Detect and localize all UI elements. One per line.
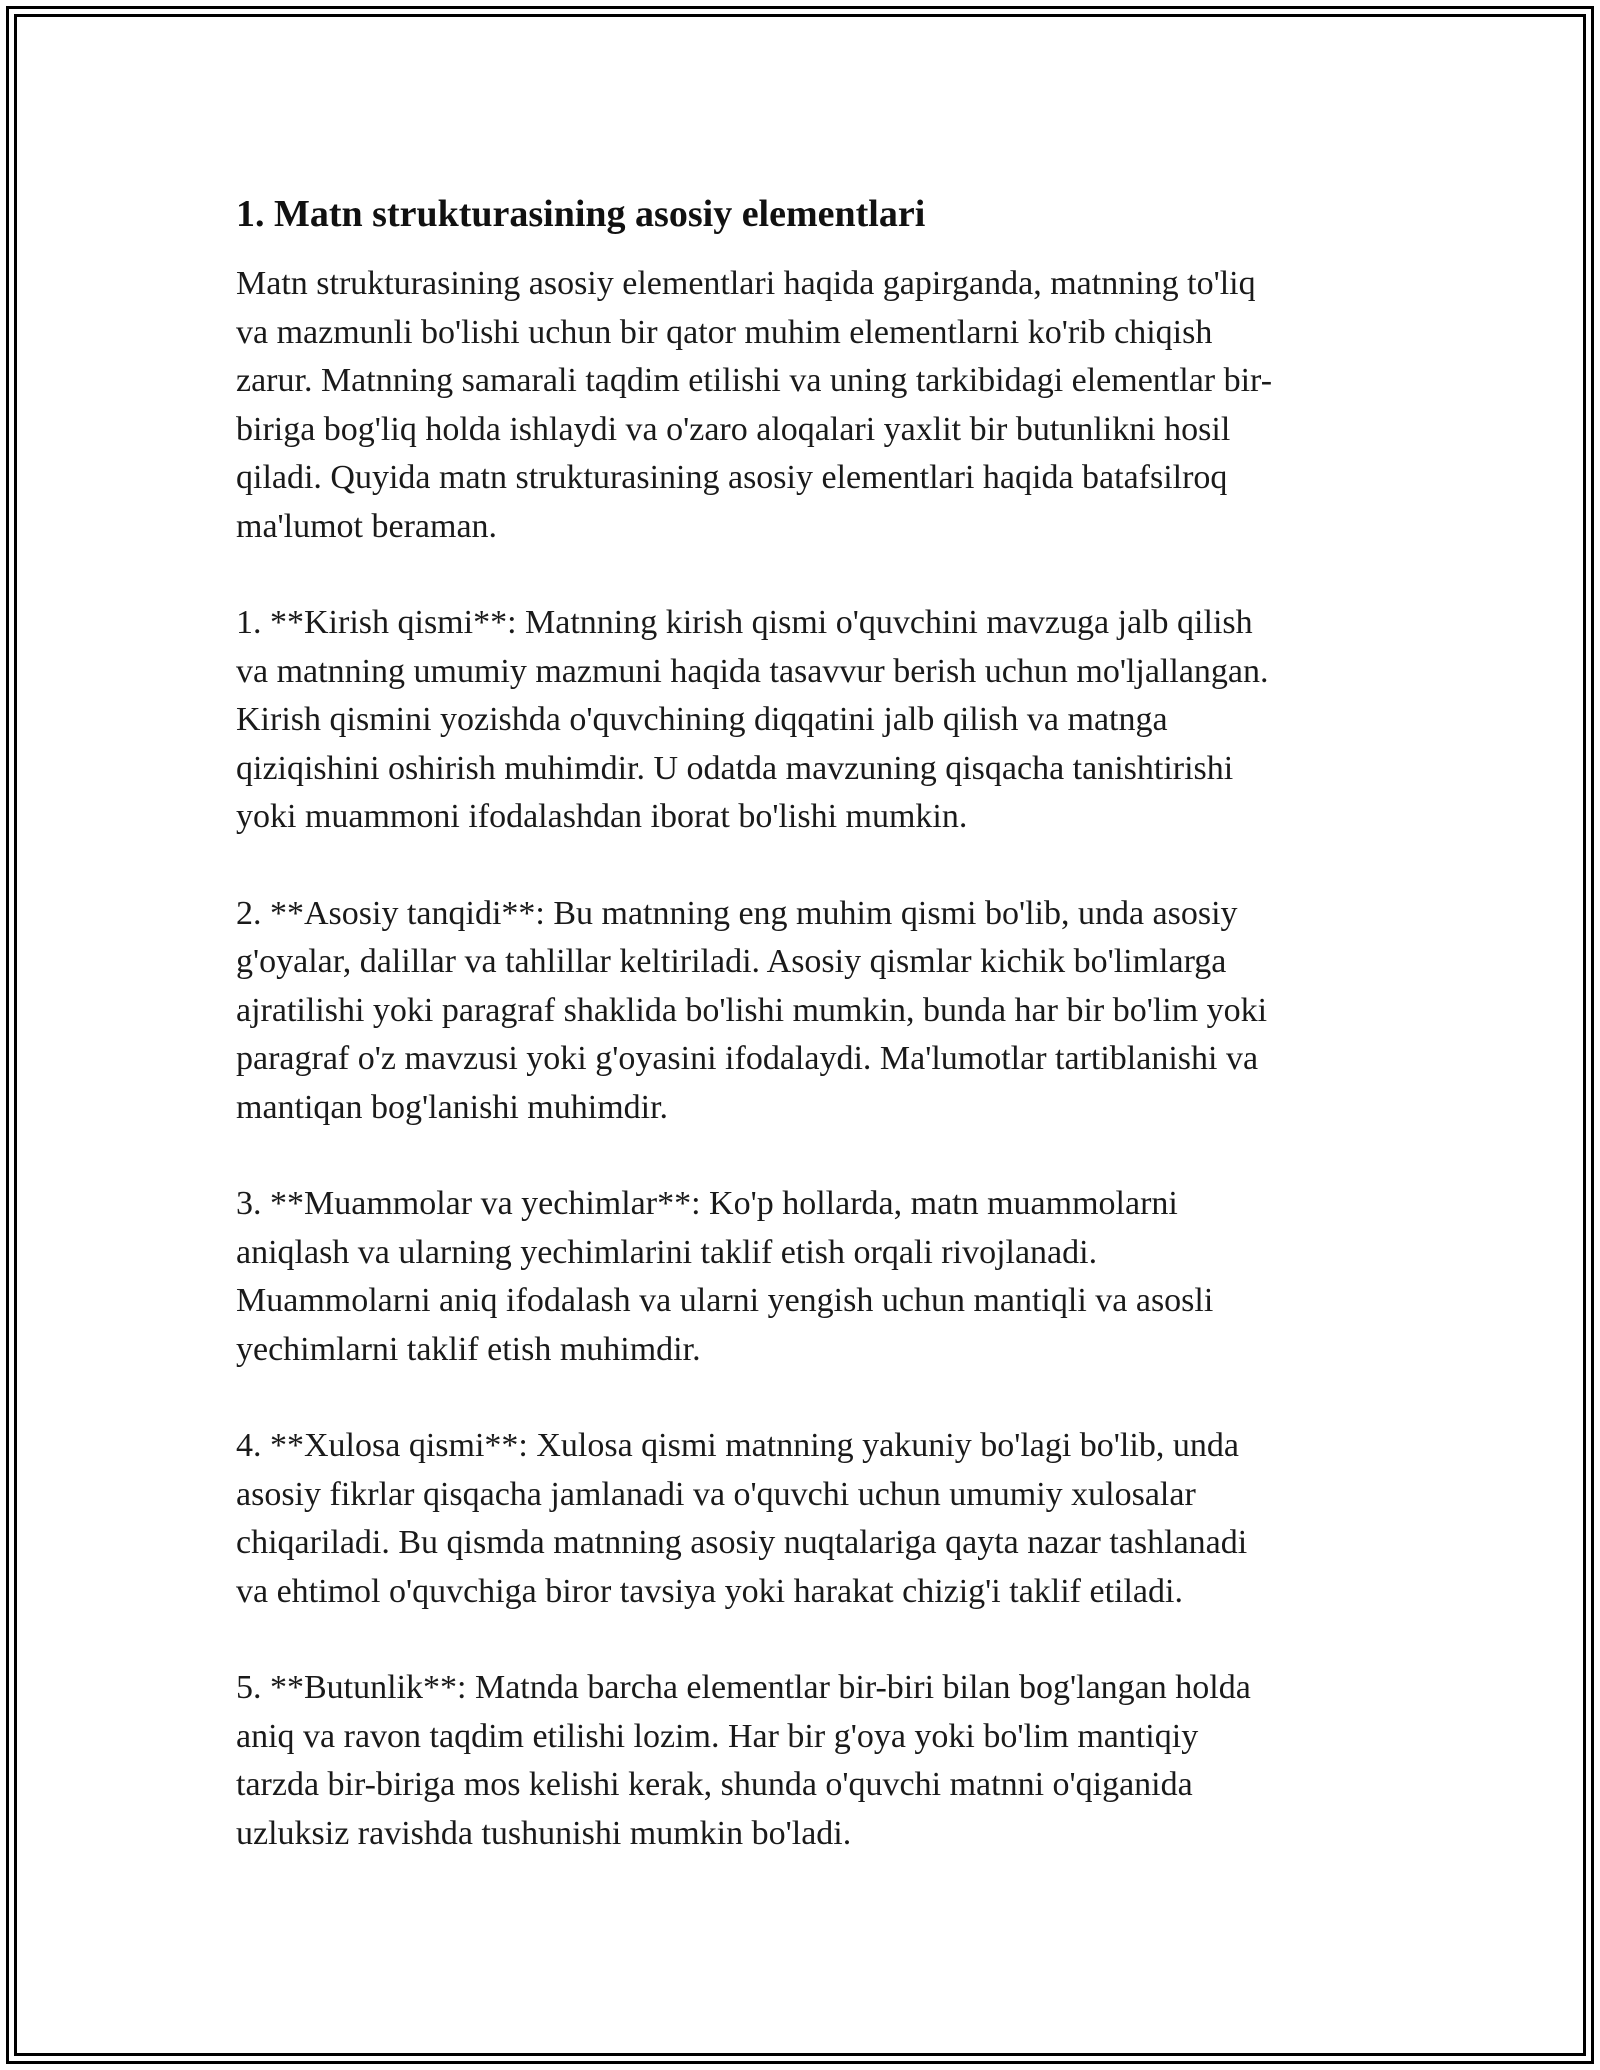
paragraph-xulosa-qismi: 4. **Xulosa qismi**: Xulosa qismi matnning yakuniy bo'lagi bo'lib, unda asosiy fikrlar qisqacha jamlanadi va o'quvchi uchun umumiy xulosalar chiqariladi. Bu qismda matnning asosiy nuqtalariga qayta nazar tashlanadi va ehtimol o'quvchiga biror tavsiya yoki harakat chizig'i taklif etiladi.: [236, 1427, 1248, 1610]
paragraph-butunlik: 5. **Butunlik**: Matnda barcha elementlar bir-biri bilan bog'langan holda aniq va ravon taqdim etilishi lozim. Har bir g'oya yoki bo'lim mantiqiy tarzda bir-biriga mos kelishi kerak, shunda o'quvchi matnni o'qiganida uzluksiz ravishda tushunishi mumkin bo'ladi.: [236, 1669, 1251, 1852]
paragraph-muammolar-va-yechimlar: 3. **Muammolar va yechimlar**: Ko'p hollarda, matn muammolarni aniqlash va ularning yechimlarini taklif etish orqali rivojlanadi. Muammolarni aniq ifodalash va ularni yengish uchun mantiqli va asosli yechimlarni taklif etish muhimdir.: [236, 1185, 1214, 1368]
intro-paragraph: Matn strukturasining asosiy elementlari haqida gapirganda, matnning to'liq va mazmunli bo'lishi uchun bir qator muhim elementlarni ko'rib chiqish zarur. Matnning samarali taqdim etilishi va uning tarkibidagi elementlar bir- biriga bog'liq holda ishlaydi va o'zaro aloqalari yaxlit bir butunlikni hosil qiladi. Quyida matn strukturasining asosiy elementlari haqida batafsilroq ma'lumot beraman.: [236, 265, 1273, 545]
section-heading: 1. Matn strukturasining asosiy elementlari: [236, 193, 926, 235]
document-body: [236, 186, 1356, 1858]
paragraph-asosiy-tanqidi: 2. **Asosiy tanqidi**: Bu matnning eng muhim qismi bo'lib, unda asosiy g'oyalar, dalillar va tahlillar keltiriladi. Asosiy qismlar kichik bo'limlarga ajratilishi yoki paragraf shaklida bo'lishi mumkin, bunda har bir bo'lim yoki paragraf o'z mavzusi yoki g'oyasini ifodalaydi. Ma'lumotlar tartiblanishi va mantiqan bog'lanishi muhimdir.: [236, 894, 1268, 1126]
paragraph-kirish-qismi: 1. **Kirish qismi**: Matnning kirish qismi o'quvchini mavzuga jalb qilish va matnning umumiy mazmuni haqida tasavvur berish uchun mo'ljallangan. Kirish qismini yozishda o'quvchining diqqatini jalb qilish va matnga qiziqishini oshirish muhimdir. U odatda mavzuning qisqacha tanishtirishi yoki muammoni ifodalashdan iborat bo'lishi mumkin.: [236, 604, 1269, 835]
